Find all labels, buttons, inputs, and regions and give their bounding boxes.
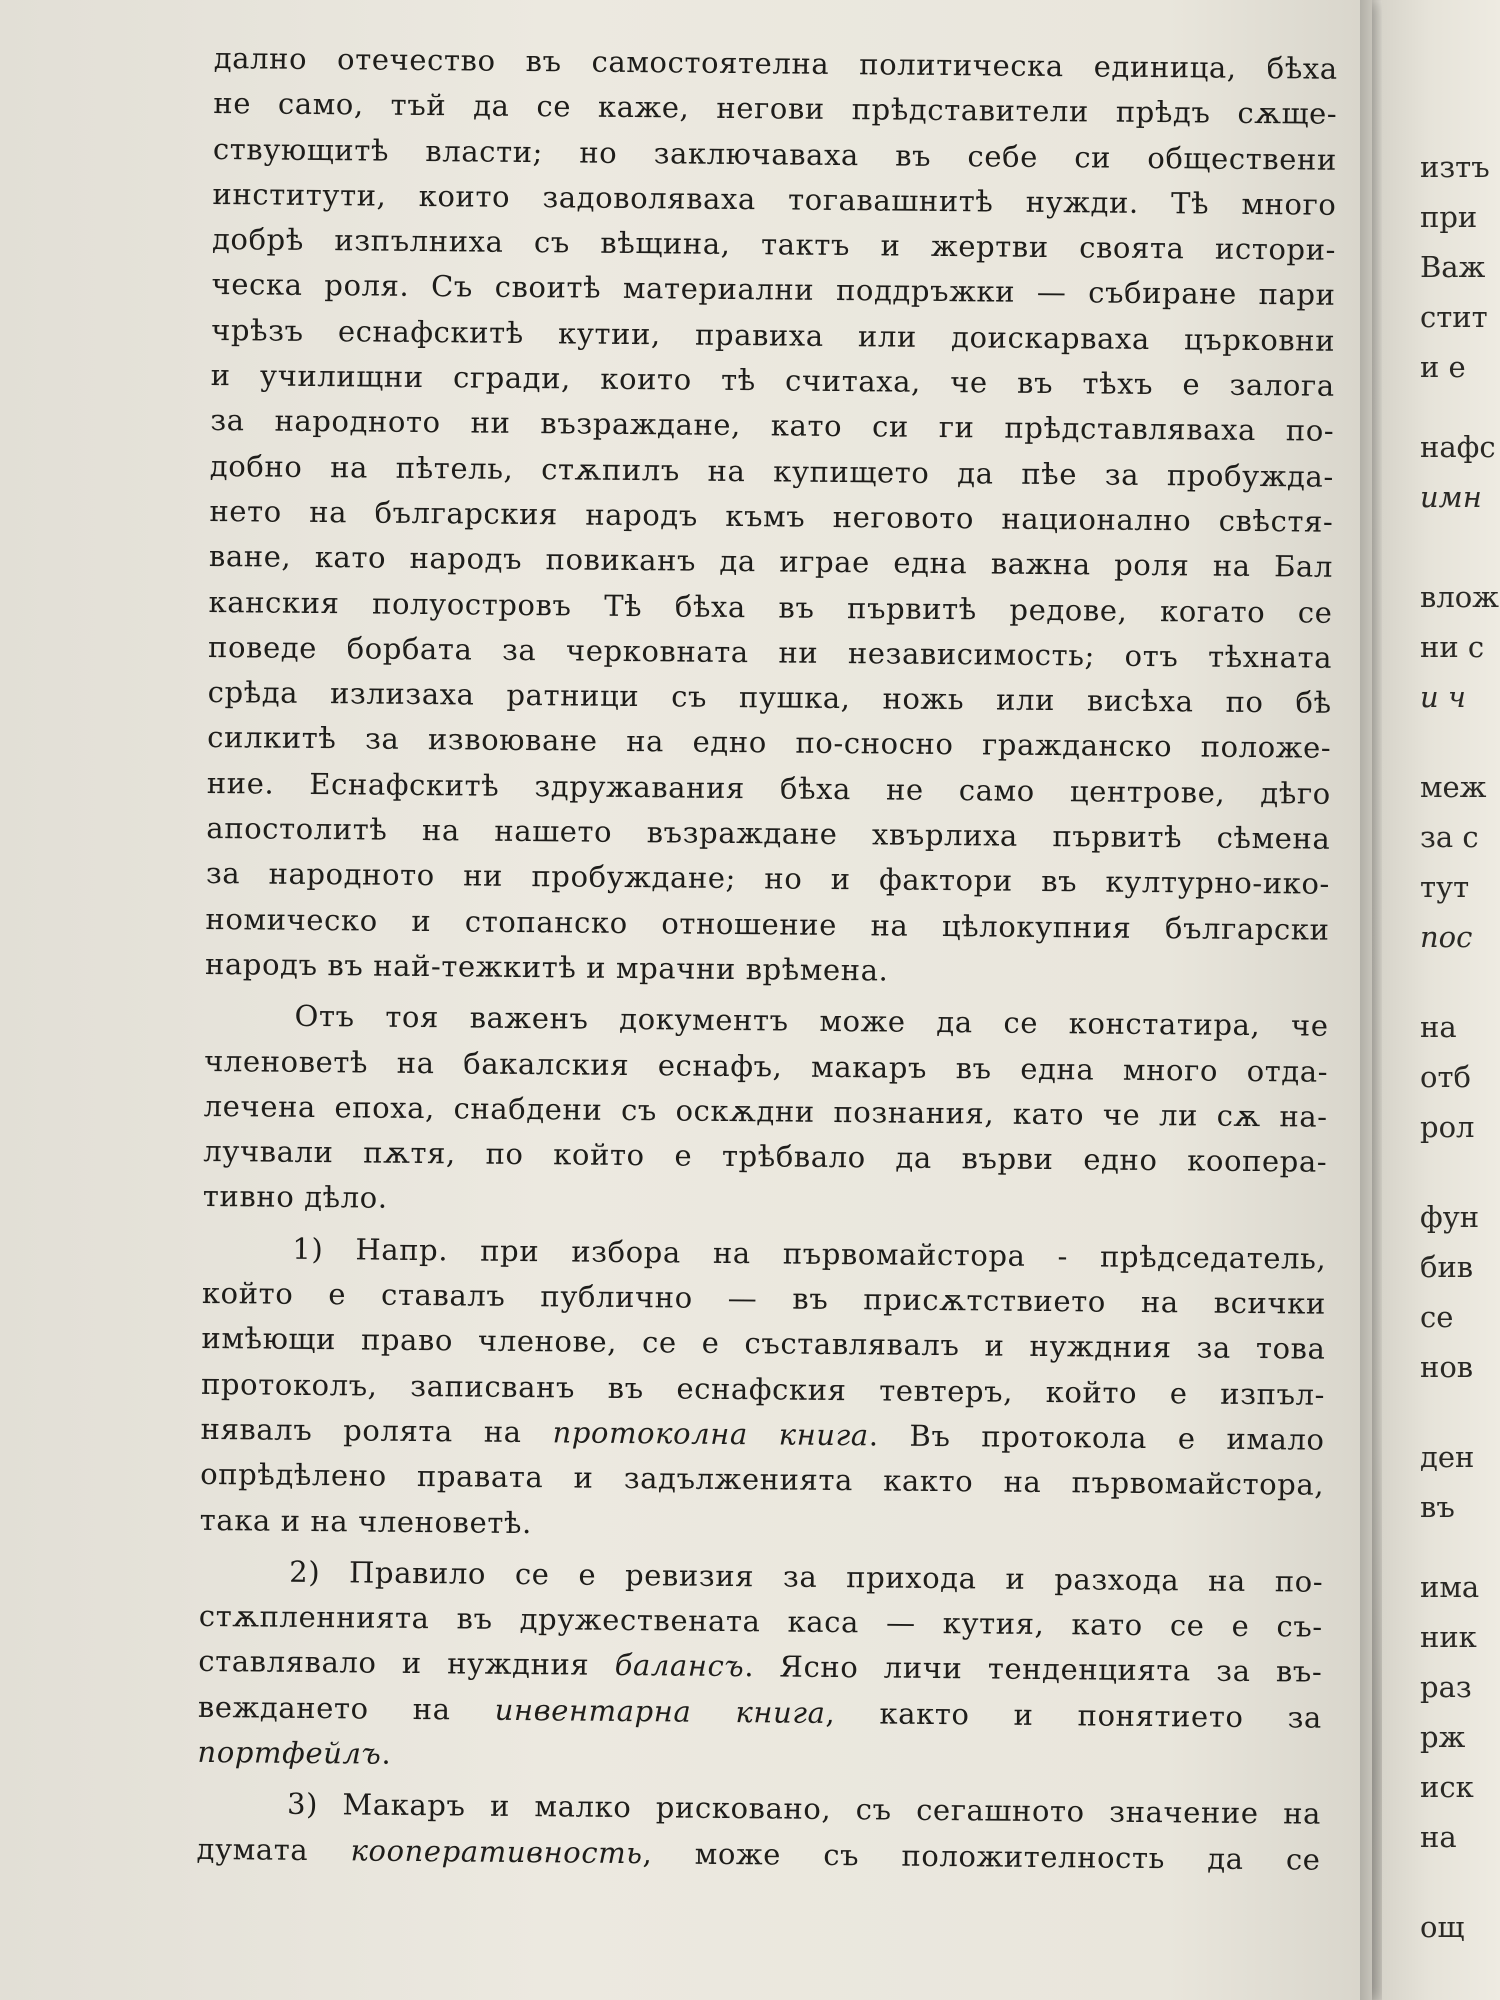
adjacent-text-fragment: нафс <box>1420 430 1496 464</box>
list-item-1 <box>200 1226 1327 1554</box>
adjacent-text-fragment: и е <box>1420 350 1466 384</box>
adjacent-text-fragment: на <box>1420 1820 1457 1854</box>
text-line: лечена епоха, снабдени съ оскѫдни познания, като че ли сѫ на- <box>203 1088 1328 1134</box>
book-gutter <box>1360 0 1382 2000</box>
adjacent-text-fragment: фун <box>1420 1200 1480 1234</box>
italic-term: кооперативность <box>350 1832 643 1870</box>
text-line: чрѣзъ еснафскитѣ кутии, правиха или доискарваха църковни <box>211 312 1336 358</box>
text-line: тивно дѣло. <box>202 1179 388 1216</box>
italic-term: балансъ <box>614 1648 745 1684</box>
text-line: протоколъ, записванъ въ еснафския тевтеръ, който е изпъл- <box>200 1366 1326 1412</box>
adjacent-text-fragment: бив <box>1420 1250 1474 1284</box>
adjacent-text-fragment: и ч <box>1420 680 1466 714</box>
text-line: апостолитѣ на нашето възраждане хвърлиха първитѣ сѣмена <box>206 811 1331 856</box>
adjacent-text-fragment: се <box>1420 1300 1454 1334</box>
list-item-2 <box>197 1549 1323 1786</box>
adjacent-text-fragment: нов <box>1420 1350 1474 1384</box>
page-text <box>196 36 1338 1883</box>
adjacent-text-fragment: изтъ <box>1420 150 1490 184</box>
adjacent-text-fragment: Важ <box>1420 250 1486 284</box>
text-line: добно на пѣтель, стѫпилъ на купището да пѣе за пробужда- <box>209 448 1334 494</box>
text-line: институти, които задоволяваха тогавашнитѣ нужди. Тѣ много <box>212 176 1337 222</box>
text-line: нявалъ ролята на протоколна книга. Въ протокола е имало <box>200 1411 1325 1457</box>
adjacent-text-fragment: пос <box>1420 920 1473 954</box>
adjacent-text-fragment: въ <box>1420 1490 1455 1524</box>
adjacent-text-fragment: рж <box>1420 1720 1466 1754</box>
text-line: 3) Макаръ и малко рисковано, съ сегашното значение на <box>286 1787 1322 1831</box>
italic-term: инвентарна книга <box>494 1692 826 1730</box>
text-line: ване, като народъ повиканъ да играе една важна роля на Бал <box>208 539 1334 585</box>
adjacent-text-fragment: има <box>1420 1570 1480 1604</box>
adjacent-text-fragment: ден <box>1420 1440 1475 1474</box>
adjacent-text-fragment: имн <box>1420 480 1482 514</box>
adjacent-text-fragment: стит <box>1420 300 1488 334</box>
italic-term: портфейлъ <box>197 1734 382 1771</box>
adjacent-text-fragment: иск <box>1420 1770 1474 1804</box>
adjacent-text-fragment: ощ <box>1420 1910 1465 1944</box>
text-line: ставлявало и нуждния балансъ. Ясно личи тенденцията за въ- <box>198 1644 1323 1690</box>
text-line: силкитѣ за извоюване на едно по-сносно гражданско положе- <box>207 720 1332 766</box>
italic-term: протоколна книга <box>552 1415 869 1453</box>
paragraph-2 <box>203 993 1329 1230</box>
adjacent-text-fragment: за с <box>1420 820 1479 854</box>
adjacent-text-fragment: влож <box>1420 580 1499 614</box>
text-line: добрѣ изпълниха съ вѣщина, тактъ и жертви своята истори- <box>211 222 1337 267</box>
list-item-3 <box>196 1781 1321 1882</box>
text-line: ческа роля. Съ своитѣ материални поддръжки — събиране пари <box>211 267 1336 313</box>
adjacent-text-fragment: ни с <box>1420 630 1485 664</box>
text-line: който е ставалъ публично — въ присѫтствието на всички <box>201 1275 1327 1321</box>
adjacent-text-fragment: меж <box>1420 770 1487 804</box>
text-line: така и на членоветѣ. <box>199 1502 533 1540</box>
paragraph-1 <box>205 36 1338 998</box>
text-line: номическо и стопанско отношение на цѣлокупния български <box>205 901 1330 947</box>
adjacent-text-fragment: рол <box>1420 1110 1475 1144</box>
text-line: имѣющи право членове, се е съставлявалъ и нуждния за това <box>201 1321 1326 1367</box>
text-line: Отъ тоя важенъ документъ може да се констатира, че <box>294 999 1329 1043</box>
adjacent-text-fragment: при <box>1420 200 1478 234</box>
text-line: веждането на инвентарна книга, както и понятието за <box>197 1689 1323 1735</box>
text-line: лучвали пѫтя, по който е трѣбвало да върви едно коопера- <box>203 1134 1328 1179</box>
text-line: не само, тъй да се каже, негови прѣдставители прѣдъ сѫще- <box>213 86 1338 132</box>
text-line: дално отечество въ самостоятелна политическа единица, бѣха <box>213 40 1338 86</box>
text-line: стѫпленнията въ дружествената каса — кутия, като се е съ- <box>198 1599 1323 1644</box>
text-line: членоветѣ на бакалския еснафъ, макаръ въ една много отда- <box>204 1043 1329 1089</box>
text-line: поведе борбата за черковната ни независимость; отъ тѣхната <box>207 629 1333 675</box>
text-line: портфейлъ. <box>197 1734 392 1771</box>
adjacent-text-fragment: тут <box>1420 870 1470 904</box>
adjacent-text-fragment: ник <box>1420 1620 1477 1654</box>
adjacent-text-fragment: раз <box>1420 1670 1472 1704</box>
adjacent-text-fragment: на <box>1420 1010 1457 1044</box>
adjacent-text-fragment: отб <box>1420 1060 1471 1094</box>
text-line: 2) Правило се е ревизия за прихода и разхода на по- <box>289 1554 1324 1599</box>
text-line: опрѣдѣлено правата и задълженията както на първомайстора, <box>200 1457 1325 1502</box>
text-line: срѣда излизаха ратници съ пушка, ножь или висѣха по бѣ <box>207 675 1332 720</box>
text-line: народъ въ най-тежкитѣ и мрачни врѣмена. <box>204 946 889 988</box>
text-line: за народното ни пробуждане; но и фактори въ културно-ико- <box>205 856 1331 902</box>
text-line: канския полуостровъ Тѣ бѣха въ първитѣ редове, когато се <box>208 584 1333 630</box>
text-line: 1) Напр. при избора на първомайстора - прѣдседатель, <box>292 1231 1327 1276</box>
text-line: думата кооперативность, може съ положителность да се <box>196 1831 1321 1877</box>
text-line: нето на българския народъ къмъ неговото национално свѣстя- <box>209 493 1334 539</box>
text-line: ние. Еснафскитѣ здружавания бѣха не само центрове, дѣго <box>206 765 1331 811</box>
text-line: за народното ни възраждане, като си ги прѣдставляваха по- <box>210 403 1335 449</box>
text-line: и училищни сгради, които тѣ считаха, че въ тѣхъ е залога <box>210 358 1335 403</box>
text-line: ствующитѣ власти; но заключаваха въ себе си обществени <box>212 131 1338 177</box>
